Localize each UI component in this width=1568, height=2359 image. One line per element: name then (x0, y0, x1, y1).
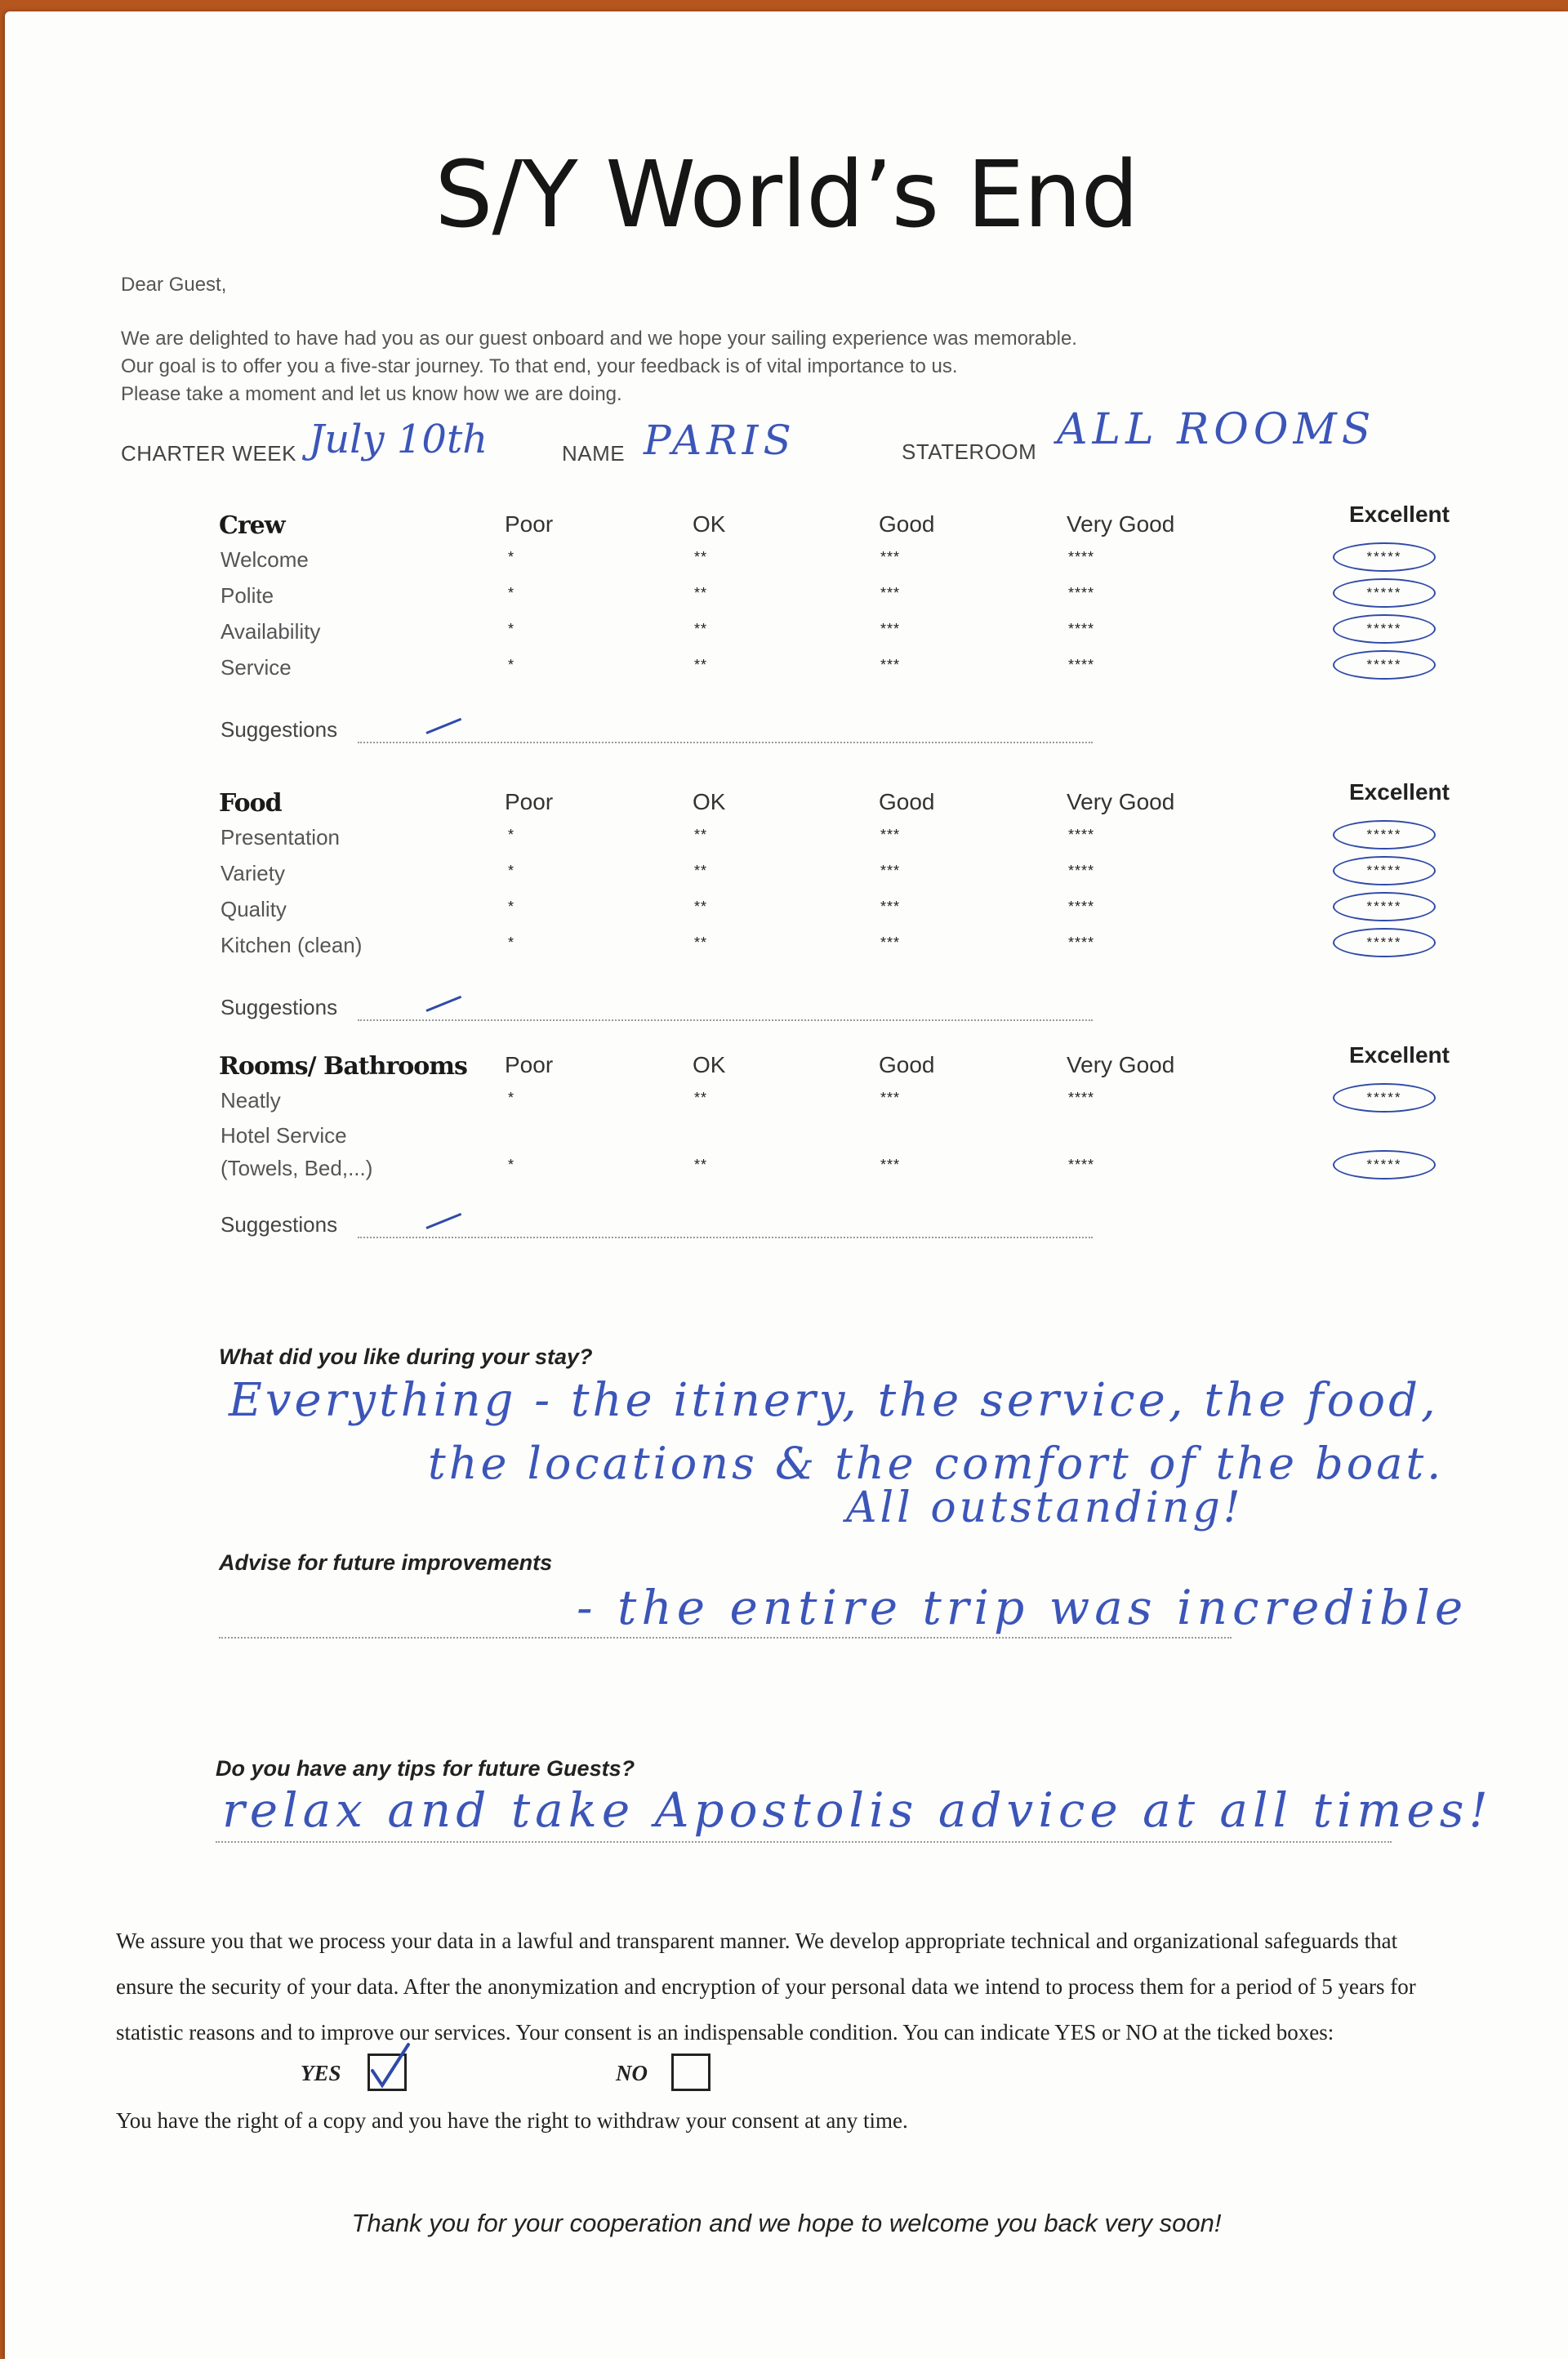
rating-option-excellent-selected[interactable]: ***** (1333, 856, 1436, 885)
rating-option-1-stars[interactable]: * (508, 1157, 515, 1173)
rating-row-label: Variety (220, 861, 285, 885)
suggestions-label: Suggestions (220, 995, 338, 1019)
column-header: Poor (505, 1052, 554, 1077)
dash-mark (425, 996, 461, 1012)
column-header: Excellent (1349, 1042, 1450, 1068)
rating-option-2-stars[interactable]: ** (694, 621, 708, 637)
rating-option-4-stars[interactable]: **** (1068, 1090, 1095, 1106)
improvements-line (219, 1637, 1232, 1639)
rating-row-label: Hotel Service (Towels, Bed,...) (220, 1123, 373, 1180)
rating-option-1-stars[interactable]: * (508, 899, 515, 915)
suggestions-line[interactable] (358, 1237, 1093, 1238)
rating-option-excellent-selected[interactable]: ***** (1333, 578, 1436, 608)
column-header: Very Good (1067, 789, 1175, 814)
legal-line-2: ensure the security of your data. After the anonymization and encryption of your personal data we intend to process them for a period of 5 years for (116, 1974, 1416, 1999)
question-liked-label: What did you like during your stay? (219, 1344, 593, 1369)
rating-option-1-stars[interactable]: * (508, 1090, 515, 1106)
rating-option-3-stars[interactable]: *** (880, 899, 901, 915)
rating-option-excellent-selected[interactable]: ***** (1333, 820, 1436, 850)
consent-no-label: NO (616, 2061, 648, 2085)
column-header: OK (693, 511, 726, 537)
rating-option-2-stars[interactable]: ** (694, 934, 708, 951)
question-improvements-label: Advise for future improvements (219, 1550, 553, 1575)
rating-option-excellent-selected[interactable]: ***** (1333, 650, 1436, 680)
tips-line (216, 1841, 1392, 1843)
legal-line-3: statistic reasons and to improve our services. Your consent is an indispensable condition. You can indicate YES or NO at the ticked boxes: (116, 2020, 1334, 2045)
answer-liked-line-1[interactable]: Everything - the itinery, the service, the food, (229, 1374, 1439, 1427)
suggestions-label: Suggestions (220, 717, 338, 742)
stateroom-label: STATEROOM (902, 439, 1037, 464)
answer-improvements[interactable]: - the entire trip was incredible (577, 1580, 1468, 1635)
consent-yes-label: YES (301, 2061, 341, 2085)
section-heading: Rooms/ Bathrooms (219, 1052, 467, 1081)
intro-line-3: Please take a moment and let us know how we are doing. (121, 383, 622, 405)
rating-option-1-stars[interactable]: * (508, 827, 515, 843)
section-heading: Crew (219, 511, 285, 540)
column-header: Excellent (1349, 779, 1450, 805)
rating-option-4-stars[interactable]: **** (1068, 621, 1095, 637)
feedback-form-page (5, 11, 1568, 2359)
rating-option-excellent-selected[interactable]: ***** (1333, 892, 1436, 921)
column-header: Very Good (1067, 511, 1175, 537)
answer-tips[interactable]: relax and take Apostolis advice at all times! (222, 1782, 1493, 1838)
column-header: Good (879, 789, 935, 814)
answer-liked-line-2[interactable]: the locations & the comfort of the boat. (428, 1438, 1445, 1489)
rating-option-3-stars[interactable]: *** (880, 1157, 901, 1173)
stateroom-value[interactable]: ALL ROOMS (1057, 405, 1376, 454)
rating-option-excellent-selected[interactable]: ***** (1333, 928, 1436, 957)
rating-option-3-stars[interactable]: *** (880, 827, 901, 843)
column-header: Very Good (1067, 1052, 1175, 1077)
rating-option-4-stars[interactable]: **** (1068, 899, 1095, 915)
rating-row-label: Presentation (220, 825, 340, 850)
rating-option-4-stars[interactable]: **** (1068, 1157, 1095, 1173)
rating-row-label: Welcome (220, 547, 309, 572)
rating-option-1-stars[interactable]: * (508, 585, 515, 601)
rating-row-label: Service (220, 655, 292, 680)
rating-option-2-stars[interactable]: ** (694, 899, 708, 915)
rating-option-3-stars[interactable]: *** (880, 585, 901, 601)
rating-option-excellent-selected[interactable]: ***** (1333, 614, 1436, 644)
name-label: NAME (562, 441, 626, 466)
rating-option-4-stars[interactable]: **** (1068, 657, 1095, 673)
dash-mark (425, 718, 461, 734)
dash-mark (425, 1213, 461, 1229)
rating-option-4-stars[interactable]: **** (1068, 934, 1095, 951)
rating-row-label: Quality (220, 897, 287, 921)
suggestions-label: Suggestions (220, 1212, 338, 1237)
intro-line-2: Our goal is to offer you a five-star journey. To that end, your feedback is of vital importance to us. (121, 355, 958, 377)
column-header: Excellent (1349, 502, 1450, 527)
rating-option-4-stars[interactable]: **** (1068, 549, 1095, 565)
rating-option-3-stars[interactable]: *** (880, 549, 901, 565)
salutation: Dear Guest, (121, 274, 227, 296)
rating-row-label: Polite (220, 583, 274, 608)
rating-option-1-stars[interactable]: * (508, 863, 515, 879)
column-header: Poor (505, 789, 554, 814)
column-header: Good (879, 1052, 935, 1077)
rating-option-2-stars[interactable]: ** (694, 1090, 708, 1106)
charter-week-value[interactable]: July 10th (309, 417, 488, 462)
rating-option-2-stars[interactable]: ** (694, 549, 708, 565)
rating-option-2-stars[interactable]: ** (694, 657, 708, 673)
checkmark-icon (368, 2046, 407, 2084)
column-header: OK (693, 789, 726, 814)
consent-yes-checkbox[interactable] (368, 2054, 407, 2091)
suggestions-line[interactable] (358, 742, 1093, 743)
rating-option-3-stars[interactable]: *** (880, 1090, 901, 1106)
answer-liked-line-3[interactable]: All outstanding! (846, 1483, 1244, 1532)
rights-text: You have the right of a copy and you have the right to withdraw your consent at any time. (116, 2108, 908, 2133)
consent-no-checkbox[interactable] (671, 2054, 710, 2091)
question-tips-label: Do you have any tips for future Guests? (216, 1756, 635, 1781)
rating-option-3-stars[interactable]: *** (880, 934, 901, 951)
rating-option-excellent-selected[interactable]: ***** (1333, 1150, 1436, 1180)
column-header: OK (693, 1052, 726, 1077)
rating-option-2-stars[interactable]: ** (694, 863, 708, 879)
rating-option-2-stars[interactable]: ** (694, 1157, 708, 1173)
rating-option-1-stars[interactable]: * (508, 549, 515, 565)
rating-option-1-stars[interactable]: * (508, 621, 515, 637)
section-heading: Food (219, 789, 282, 818)
rating-option-2-stars[interactable]: ** (694, 827, 708, 843)
rating-option-1-stars[interactable]: * (508, 657, 515, 673)
rating-option-3-stars[interactable]: *** (880, 863, 901, 879)
page-title: S/Y World’s End (434, 142, 1138, 248)
rating-row-label: Availability (220, 619, 321, 644)
rating-option-4-stars[interactable]: **** (1068, 863, 1095, 879)
rating-option-2-stars[interactable]: ** (694, 585, 708, 601)
rating-option-4-stars[interactable]: **** (1068, 585, 1095, 601)
rating-row-label: Kitchen (clean) (220, 933, 363, 957)
column-header: Good (879, 511, 935, 537)
name-value[interactable]: PARIS (644, 417, 796, 464)
charter-week-label: CHARTER WEEK (121, 441, 296, 466)
rating-option-3-stars[interactable]: *** (880, 621, 901, 637)
rating-option-excellent-selected[interactable]: ***** (1333, 1083, 1436, 1113)
rating-option-1-stars[interactable]: * (508, 934, 515, 951)
rating-option-excellent-selected[interactable]: ***** (1333, 542, 1436, 572)
rating-row-label: Neatly (220, 1088, 281, 1113)
intro-line-1: We are delighted to have had you as our guest onboard and we hope your sailing experience was memorable. (121, 328, 1077, 350)
rating-option-3-stars[interactable]: *** (880, 657, 901, 673)
closing-message: Thank you for your cooperation and we hope to welcome you back very soon! (351, 2209, 1222, 2237)
legal-line-1: We assure you that we process your data in a lawful and transparent manner. We develop appropriate technical and organizational safeguards that (116, 1929, 1398, 1953)
suggestions-line[interactable] (358, 1019, 1093, 1021)
column-header: Poor (505, 511, 554, 537)
rating-option-4-stars[interactable]: **** (1068, 827, 1095, 843)
